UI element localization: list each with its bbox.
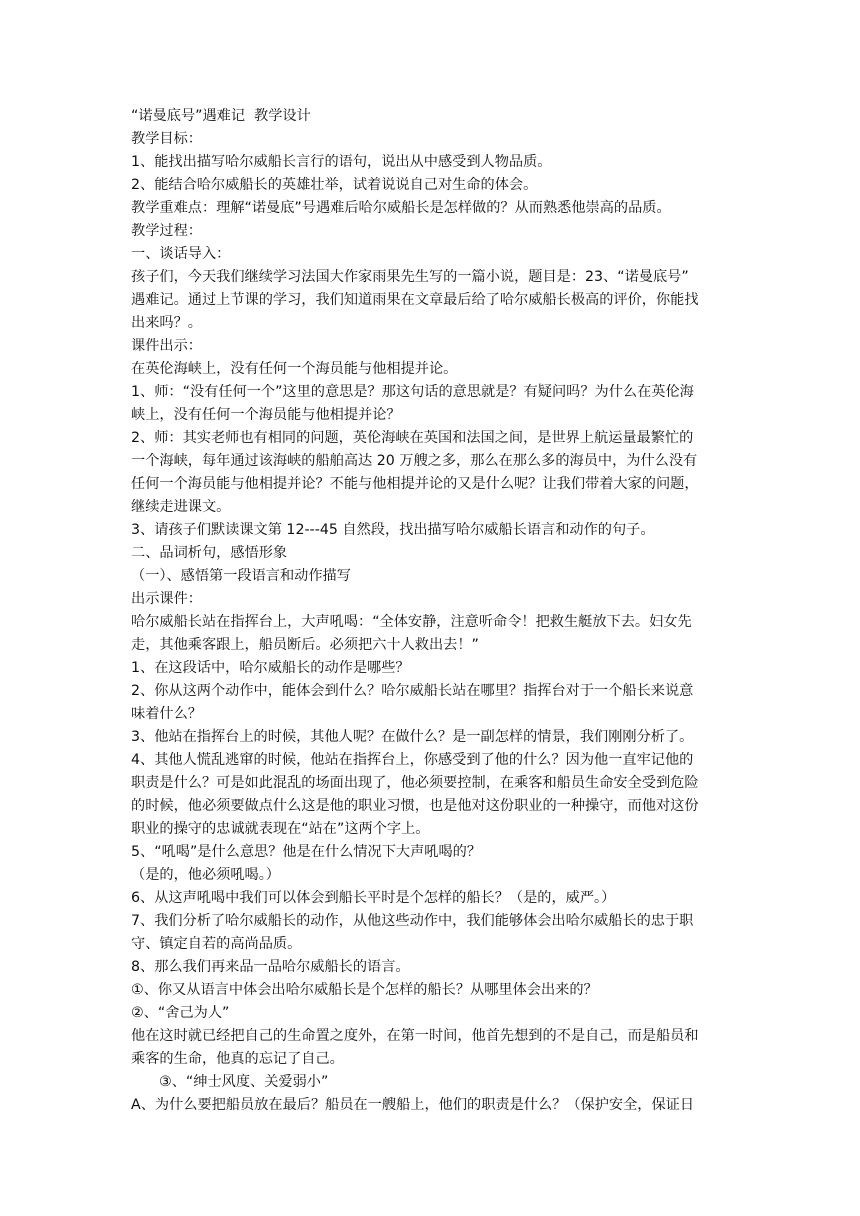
paragraph-line: （是的，他必须吼喝。） <box>131 867 280 883</box>
paragraph-line: 4、其他人慌乱逃窜的时候，他站在指挥台上，你感受到了他的什么？因为他一直牢记他的 <box>131 752 694 768</box>
paragraph-line: 任何一个海员能与他相提并论？不能与他相提并论的又是什么呢？让我们带着大家的问题， <box>131 476 699 492</box>
heading-process: 教学过程： <box>131 223 202 239</box>
paragraph-line: 守、镇定自若的高尚品质。 <box>131 936 302 952</box>
section-1-heading: 一、谈话导入： <box>131 246 231 262</box>
subsection-heading: （一）、感悟第一段语言和动作描写 <box>131 568 351 584</box>
paragraph-line: 出来吗？。 <box>131 315 202 331</box>
paragraph-line: 的时候，他必须要做点什么这是他的职业习惯，也是他对这份职业的一种操守，而他对这份 <box>131 798 699 814</box>
paragraph-line: 8、那么我们再来品一品哈尔威船长的语言。 <box>131 959 410 975</box>
paragraph-line: 他在这时就已经把自己的生命置之度外，在第一时间，他首先想到的不是自己，而是船员和 <box>131 1028 699 1044</box>
paragraph-line: 走，其他乘客跟上，船员断后。必须把六十人救出去！” <box>131 637 479 653</box>
document-page <box>131 105 731 1117</box>
paragraph-line: 一个海峡，每年通过该海峡的船舶高达 20 万艘之多，那么在那么多的海员中，为什么没有 <box>131 453 698 469</box>
paragraph-line: 出示课件： <box>131 591 202 607</box>
paragraph-line: 1、师：“没有任何一个”这里的意思是？那这句话的意思就是？有疑问吗？为什么在英伦海 <box>131 384 694 400</box>
paragraph-line: 在英伦海峡上，没有任何一个海员能与他相提并论。 <box>131 361 458 377</box>
paragraph-line: 孩子们，今天我们继续学习法国大作家雨果先生写的一篇小说，题目是：23、“诺曼底号” <box>131 269 689 285</box>
paragraph-line: ③、“绅士风度、关爱弱小” <box>159 1074 329 1090</box>
paragraph-line: 乘客的生命，他真的忘记了自己。 <box>131 1051 344 1067</box>
paragraph-line: A、为什么要把船员放在最后？船员在一艘船上，他们的职责是什么？（保护安全，保证日 <box>131 1097 695 1113</box>
key-difficulty: 教学重难点：理解“诺曼底”号遇难后哈尔威船长是怎样做的？从而熟悉他崇高的品质。 <box>131 200 671 216</box>
paragraph-line: 继续走进课文。 <box>131 499 231 515</box>
paragraph-line: 6、从这声吼喝中我们可以体会到船长平时是个怎样的船长？（是的，威严。） <box>131 890 616 906</box>
paragraph-line: 职责是什么？可是如此混乱的场面出现了，他必须要控制，在乘客和船员生命安全受到危险 <box>131 775 699 791</box>
objective-1: 1、能找出描写哈尔威船长言行的语句，说出从中感受到人物品质。 <box>131 154 552 170</box>
objective-2: 2、能结合哈尔威船长的英雄壮举，试着说说自己对生命的体会。 <box>131 177 538 193</box>
paragraph-line: 5、“吼喝”是什么意思？他是在什么情况下大声吼喝的？ <box>131 844 482 860</box>
paragraph-line: 课件出示： <box>131 338 202 354</box>
paragraph-line: 2、你从这两个动作中，能体会到什么？哈尔威船长站在哪里？指挥台对于一个船长来说意 <box>131 683 694 699</box>
paragraph-line: 2、师：其实老师也有相同的问题，英伦海峡在英国和法国之间，是世界上航运量最繁忙的 <box>131 430 694 446</box>
paragraph-line: 哈尔威船长站在指挥台上，大声吼喝：“全体安静，注意听命令！把救生艇放下去。妇女先 <box>131 614 692 630</box>
paragraph-line: 味着什么？ <box>131 706 202 722</box>
paragraph-line: 1、在这段话中，哈尔威船长的动作是哪些？ <box>131 660 410 676</box>
paragraph-line: ①、你又从语言中体会出哈尔威船长是个怎样的船长？从哪里体会出来的？ <box>131 982 598 998</box>
heading-objectives: 教学目标： <box>131 131 202 147</box>
paragraph-line: 峡上，没有任何一个海员能与他相提并论？ <box>131 407 401 423</box>
paragraph-line: 3、他站在指挥台上的时候，其他人呢？在做什么？是一副怎样的情景，我们刚刚分析了。 <box>131 729 694 745</box>
paragraph-line: 遇难记。通过上节课的学习，我们知道雨果在文章最后给了哈尔威船长极高的评价，你能找 <box>131 292 699 308</box>
paragraph-line: 3、请孩子们默读课文第 12---45 自然段，找出描写哈尔威船长语言和动作的句子。 <box>131 522 655 538</box>
section-2-heading: 二、品词析句，感悟形象 <box>131 545 288 561</box>
paragraph-line: 7、我们分析了哈尔威船长的动作，从他这些动作中，我们能够体会出哈尔威船长的忠于职 <box>131 913 694 929</box>
doc-title: “诺曼底号”遇难记 教学设计 <box>131 108 311 124</box>
paragraph-line: 职业的操守的忠诚就表现在“站在”这两个字上。 <box>131 821 430 837</box>
paragraph-line: ②、“舍己为人” <box>131 1005 230 1021</box>
